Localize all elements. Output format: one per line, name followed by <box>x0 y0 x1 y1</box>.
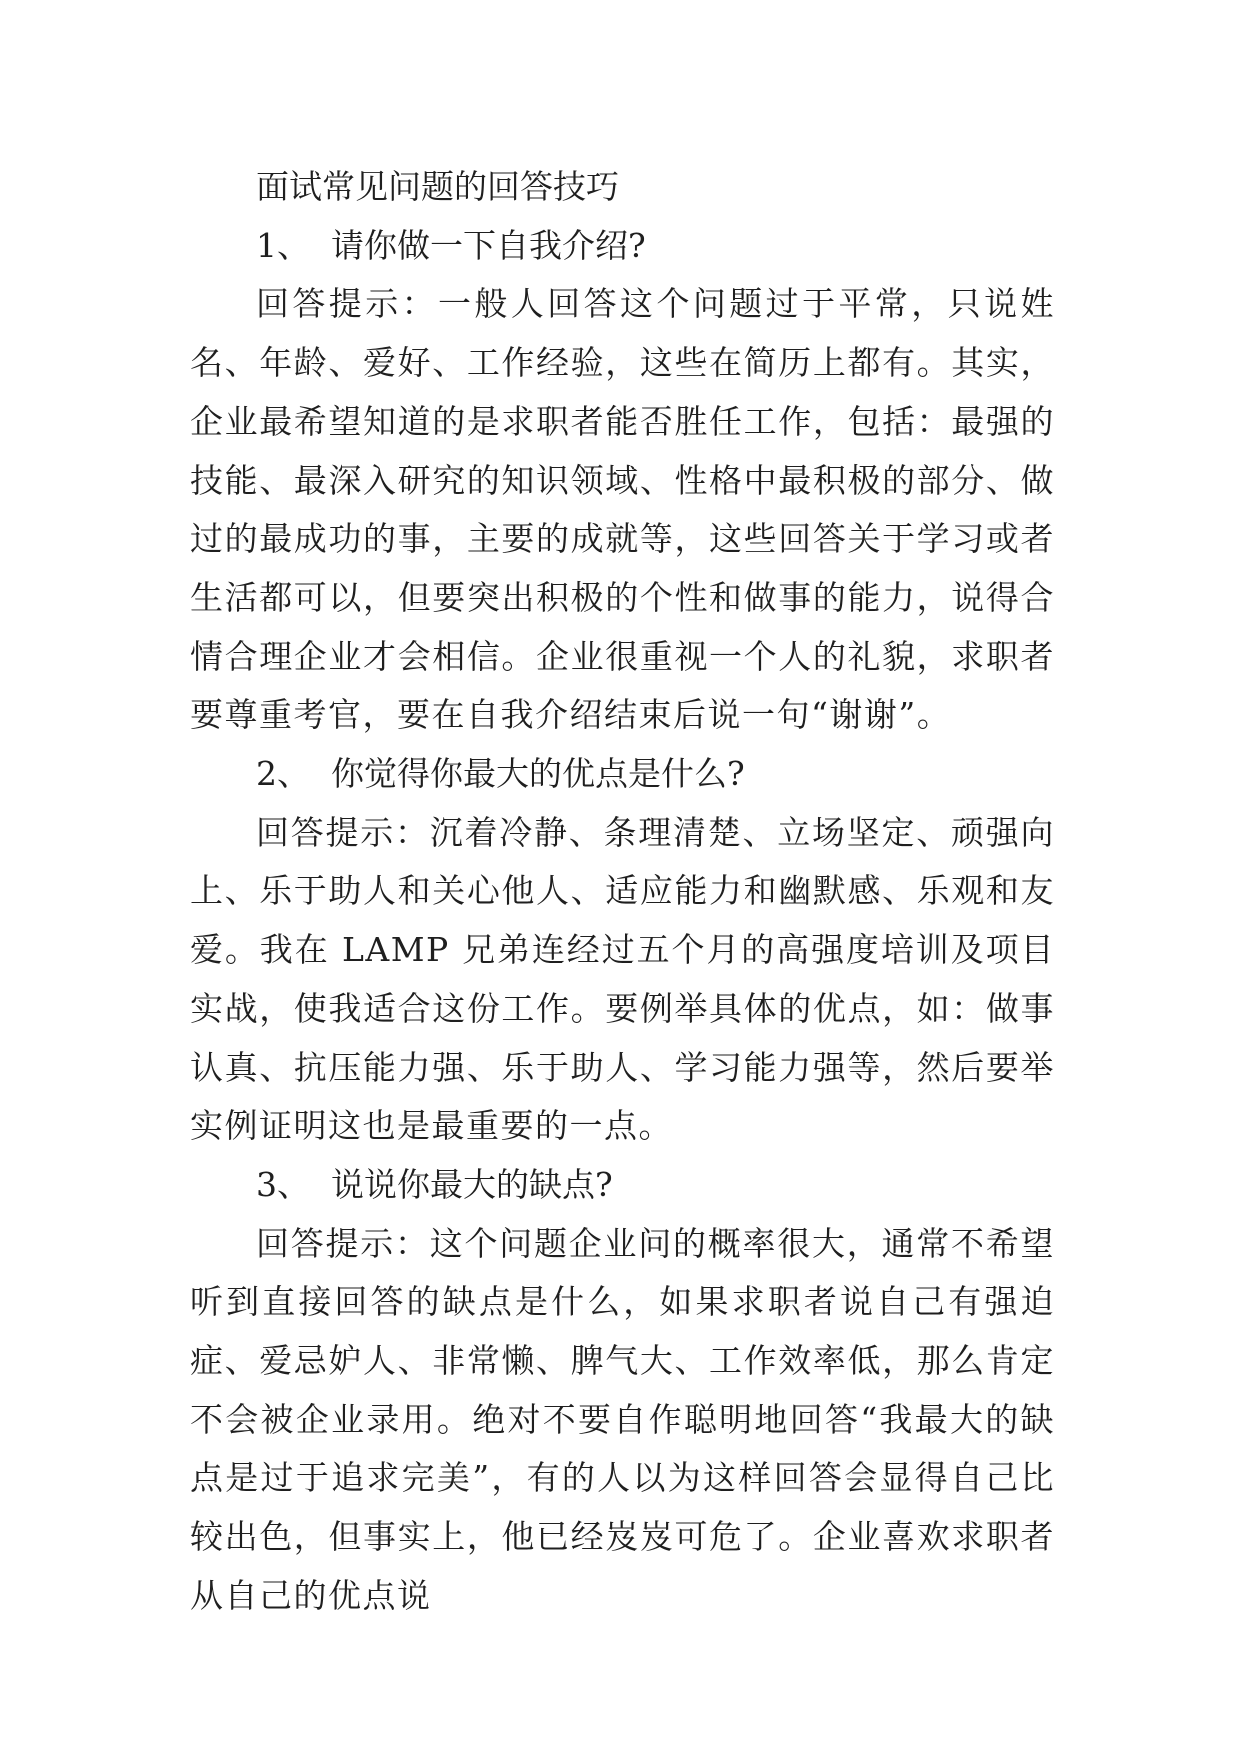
question-2: 2、 你觉得你最大的优点是什么? <box>256 754 745 794</box>
answer-2: 回答提示：沉着冷静、条理清楚、立场坚定、顽强向上、乐于助人和关心他人、适应能力和幽默感、乐观和友爱。我在 LAMP 兄弟连经过五个月的高强度培训及项目实战，使我适合这份工作。要例举具体的优点，如：做事认真、抗压能力强、乐于助人、学习能力强等，然后要举实例证明这也是最重要的一点。 <box>190 812 1055 1146</box>
document-body <box>190 158 1055 1626</box>
question-3: 3、 说说你最大的缺点? <box>256 1164 613 1204</box>
question-1: 1、 请你做一下自我介绍? <box>256 225 646 265</box>
document-title: 面试常见问题的回答技巧 <box>256 167 619 206</box>
answer-3: 回答提示：这个问题企业问的概率很大，通常不希望听到直接回答的缺点是什么，如果求职者说自己有强迫症、爱忌妒人、非常懒、脾气大、工作效率低，那么肯定不会被企业录用。绝对不要自作聪明地回答“我最大的缺点是过于追求完美”，有的人以为这样回答会显得自己比较出色，但事实上，他已经岌岌可危了。企业喜欢求职者从自己的优点说 <box>190 1223 1055 1615</box>
answer-1: 回答提示：一般人回答这个问题过于平常，只说姓名、年龄、爱好、工作经验，这些在简历上都有。其实，企业最希望知道的是求职者能否胜任工作，包括：最强的技能、最深入研究的知识领域、性格中最积极的部分、做过的最成功的事，主要的成就等，这些回答关于学习或者生活都可以，但要突出积极的个性和做事的能力，说得合情合理企业才会相信。企业很重视一个人的礼貌，求职者要尊重考官，要在自我介绍结束后说一句“谢谢”。 <box>190 284 1055 735</box>
